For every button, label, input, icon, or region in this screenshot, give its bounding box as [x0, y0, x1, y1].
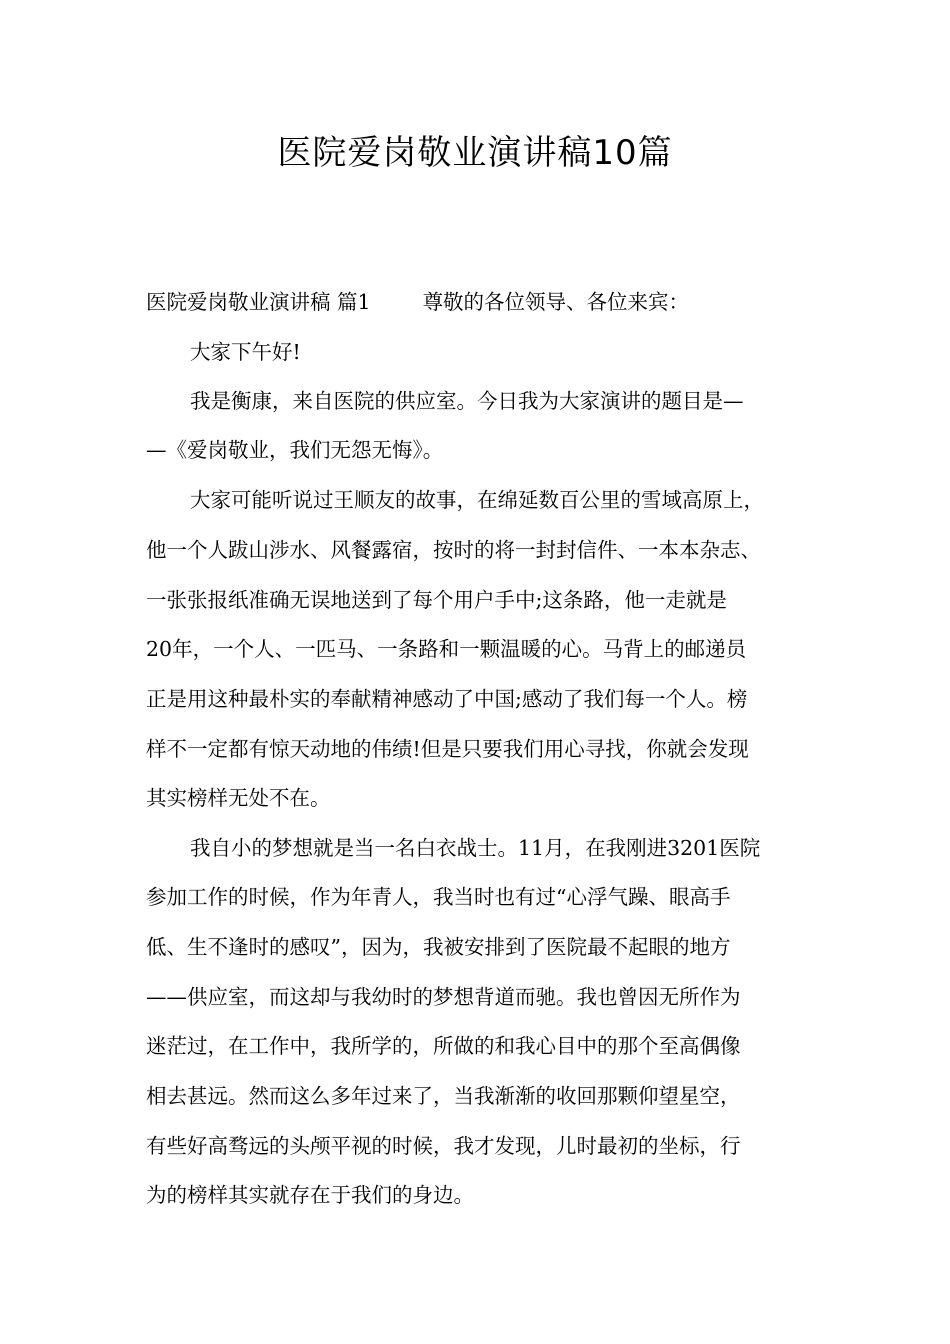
text-line: 我自小的梦想就是当一名白衣战士。11月，在我刚进3201医院 — [190, 836, 761, 860]
text-line: 一张张报纸准确无误地送到了每个用户手中;这条路，他一走就是 — [146, 588, 727, 612]
salutation: 尊敬的各位领导、各位来宾： — [422, 290, 690, 314]
text-line: 有些好高骛远的头颅平视的时候，我才发现，儿时最初的坐标，行 — [146, 1134, 741, 1158]
text-line: 大家下午好! — [190, 340, 301, 364]
section-heading: 医院爱岗敬业演讲稿 篇1 — [146, 290, 371, 314]
text-line: 低、生不逢时的感叹”，因为，我被安排到了医院最不起眼的地方 — [146, 935, 731, 959]
text-line: 我是衡康，来自医院的供应室。今日我为大家演讲的题目是— — [190, 389, 744, 413]
text-line: 其实榜样无处不在。 — [146, 786, 331, 810]
text-line: 他一个人跋山涉水、风餐露宿，按时的将一封封信件、一本本杂志、 — [146, 538, 761, 562]
text-line: 相去甚远。然而这么多年过来了，当我渐渐的收回那颗仰望星空， — [146, 1084, 741, 1108]
text-line: 为的榜样其实就存在于我们的身边。 — [146, 1183, 474, 1207]
text-line: 样不一定都有惊天动地的伟绩!但是只要我们用心寻找，你就会发现 — [146, 737, 749, 761]
document-title: 医院爱岗敬业演讲稿10篇 — [277, 133, 673, 173]
section-heading-line — [146, 287, 816, 317]
text-line: —《爱岗敬业，我们无怨无悔》。 — [146, 438, 444, 462]
text-line: ——供应室，而这却与我幼时的梦想背道而驰。我也曾因无所作为 — [146, 985, 741, 1009]
text-line: 20年，一个人、一匹马、一条路和一颗温暖的心。马背上的邮递员 — [146, 637, 747, 661]
text-line: 参加工作的时候，作为年青人，我当时也有过“心浮气躁、眼高手 — [146, 885, 731, 909]
text-line: 正是用这种最朴实的奉献精神感动了中国;感动了我们每一个人。榜 — [146, 687, 748, 711]
text-line: 大家可能听说过王顺友的故事，在绵延数百公里的雪域高原上， — [190, 488, 764, 512]
text-line: 迷茫过，在工作中，我所学的，所做的和我心目中的那个至高偶像 — [146, 1034, 741, 1058]
